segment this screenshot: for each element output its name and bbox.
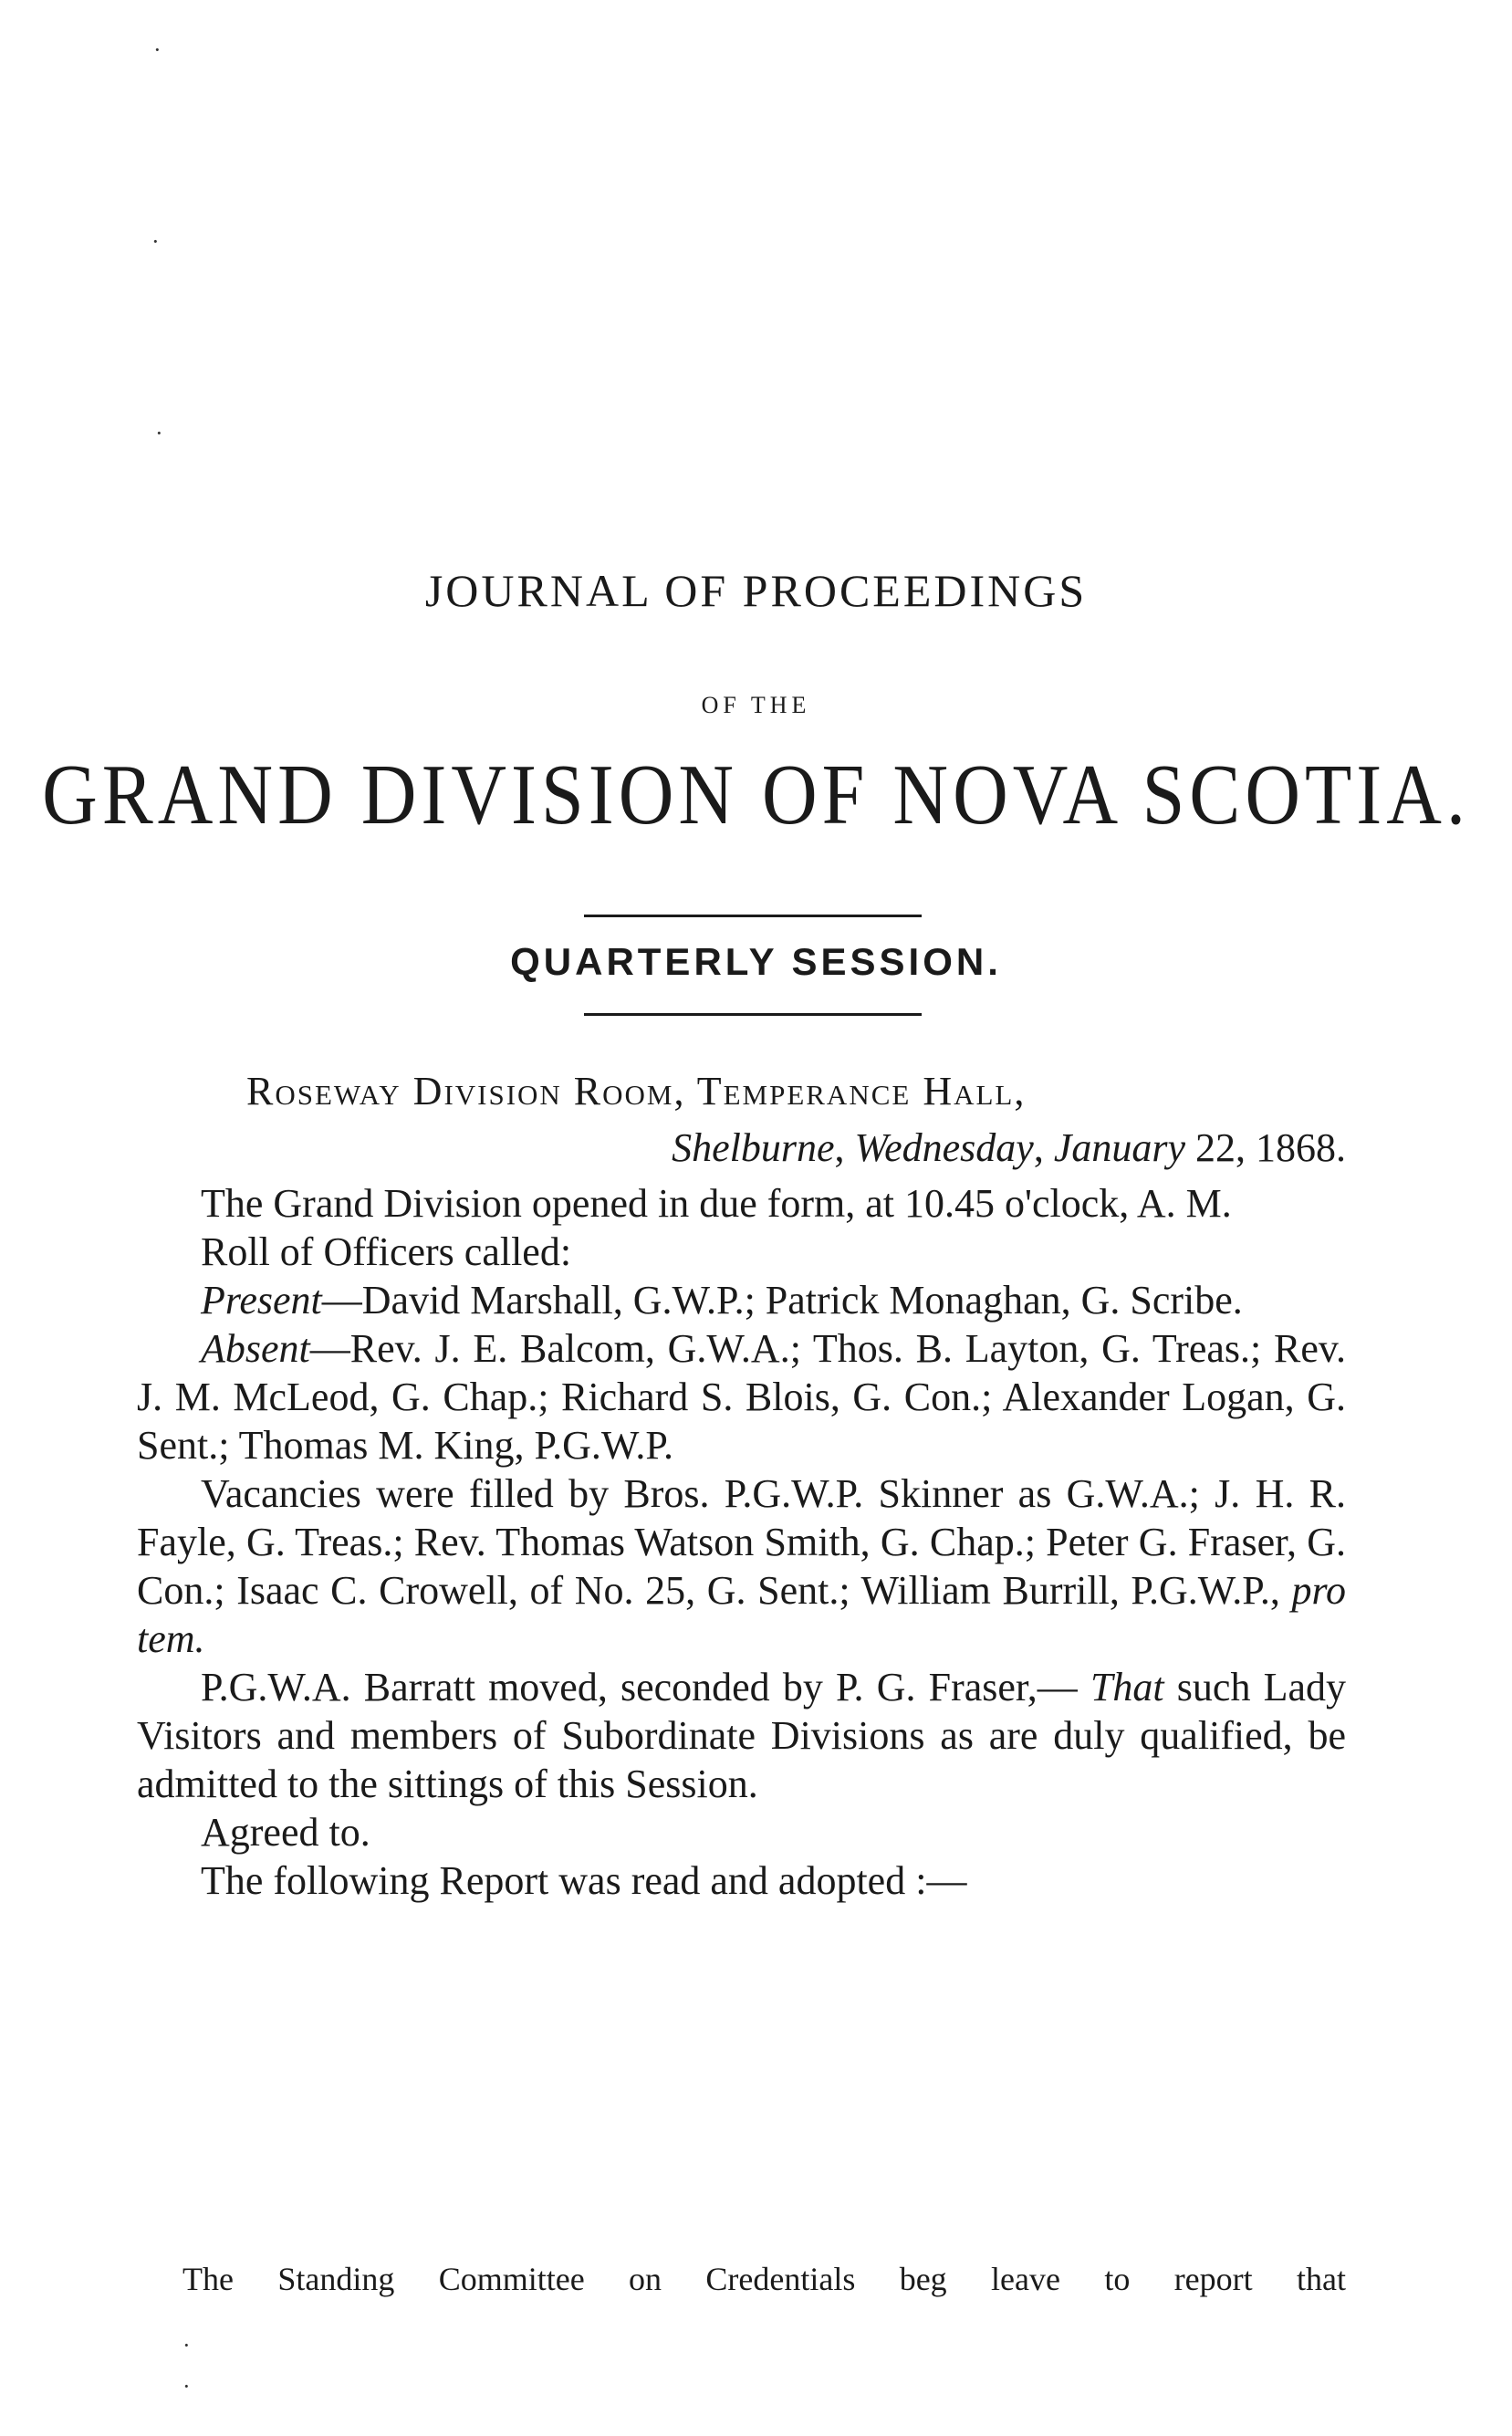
vacancies-text: Vacancies were filled by Bros. P.G.W.P. Skinner as G.W.A.; J. H. R. Fayle, G. Treas.; Rev. Thomas Watson Smith, G. Chap.; Peter G. Fraser, G. Con.; Isaac C. Crowell, of No. 25, G. Sent.; William Burrill, P.G.W.P., [137,1471,1346,1613]
margin-mark: · [155,420,163,446]
margin-mark: · [153,37,162,63]
top-rule [584,915,922,917]
margin-mark: · [182,2373,191,2399]
margin-mark: · [182,2332,191,2358]
that-text: That [1090,1665,1164,1709]
journal-body [137,1179,1346,1905]
roll-paragraph: Roll of Officers called: [201,1229,572,1274]
present-text: —David Marshall, G.W.P.; Patrick Monaghan, G. Scribe. [321,1278,1243,1323]
journal-title: JOURNAL OF PROCEEDINGS [424,565,1088,616]
of-the-label: OF THE [701,692,811,718]
present-paragraph [137,1276,1346,1324]
present-label: Present [201,1278,322,1323]
place-line: Roseway Division Room, Temperance Hall, [246,1069,1027,1113]
report-paragraph: The following Report was read and adopted :— [201,1858,967,1903]
margin-mark: · [151,228,160,255]
organization-title: GRAND DIVISION OF NOVA SCOTIA. [42,748,1470,843]
date-rest: 22, 1868. [1195,1125,1346,1170]
opening-paragraph: The Grand Division opened in due form, at 10.45 o'clock, A. M. [201,1181,1232,1226]
bottom-rule [584,1013,922,1016]
motion-paragraph [137,1663,1346,1808]
agreed-paragraph: Agreed to. [201,1810,370,1855]
absent-label: Absent [201,1326,310,1371]
motion-rest-text: such Lady Visitors and members of Subordinate Divisions as are duly qualified, be admitted to the sittings of this Session. [137,1665,1346,1806]
date-month: January [1053,1125,1185,1170]
absent-text: —Rev. J. E. Balcom, G.W.A.; Thos. B. Layton, G. Treas.; Rev. J. M. McLeod, G. Chap.; Richard S. Blois, G. Con.; Alexander Logan, G. Sent.; Thomas M. King, P.G.W.P. [137,1326,1346,1468]
motion-text: P.G.W.A. Barratt moved, seconded by P. G. Fraser,— [201,1665,1078,1709]
committee-line: The Standing Committee on Credentials beg leave to report that [182,2261,1346,2297]
dateline: Shelburne, Wednesday, January 22, 1868. [672,1125,1346,1170]
vacancies-paragraph [137,1469,1346,1663]
date-day: Wednesday [854,1125,1034,1170]
pro-tem-text: pro tem. [137,1568,1347,1661]
absent-paragraph [137,1324,1346,1469]
session-title: QUARTERLY SESSION. [510,940,1002,983]
date-town: Shelburne [672,1125,835,1170]
